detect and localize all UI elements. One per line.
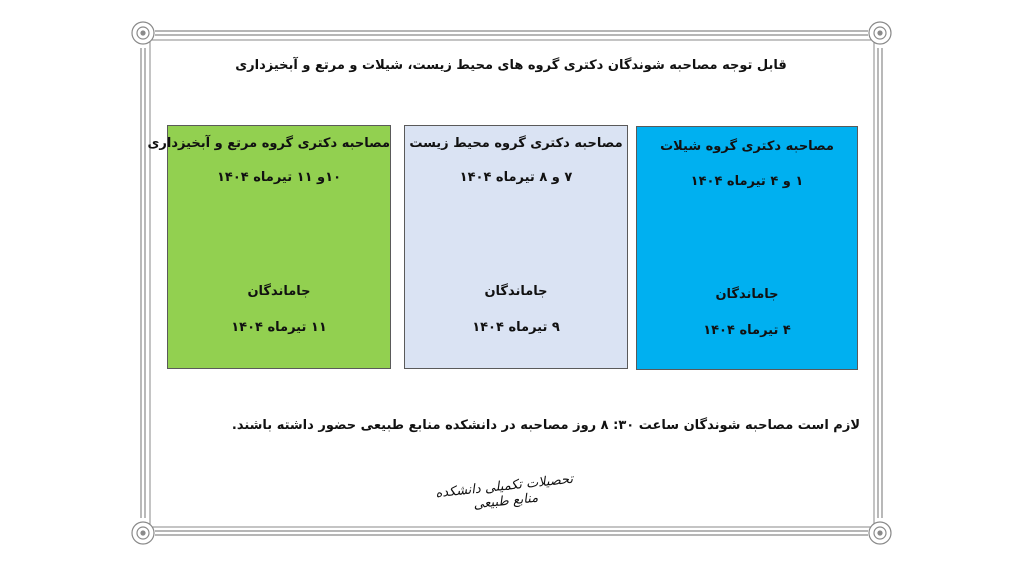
box-heading: مصاحبه دکتری گروه شیلات <box>660 139 834 154</box>
box-backlog-date: ۹ تیرماه ۱۴۰۴ <box>472 320 560 335</box>
schedule-box-fisheries <box>636 126 858 370</box>
box-dates: ۷ و ۸ تیرماه ۱۴۰۴ <box>459 170 573 185</box>
box-backlog-label: جاماندگان <box>715 287 779 302</box>
box-backlog-label: جاماندگان <box>247 284 311 299</box>
box-dates: ۱ و ۴ تیرماه ۱۴۰۴ <box>690 174 804 189</box>
box-heading: مصاحبه دکتری گروه محیط زیست <box>409 136 623 151</box>
signature: تحصیلات تکمیلی دانشکده منابع طبیعی <box>434 471 574 513</box>
box-backlog-label: جاماندگان <box>484 284 548 299</box>
box-backlog-date: ۱۱ تیرماه ۱۴۰۴ <box>231 320 327 335</box>
attendance-note: لازم است مصاحبه شوندگان ساعت ۳۰: ۸ روز مصاحبه در دانشکده منابع طبیعی حضور داشته باشند. <box>231 418 860 433</box>
schedule-box-environment <box>404 125 628 369</box>
schedule-box-rangeland-watershed <box>147 125 391 369</box>
page-title: قابل توجه مصاحبه شوندگان دکتری گروه های محیط زیست، شیلات و مرتع و آبخیزداری <box>235 58 787 73</box>
box-heading: مصاحبه دکتری گروه مرتع و آبخیزداری <box>147 136 390 151</box>
box-backlog-date: ۴ تیرماه ۱۴۰۴ <box>703 323 791 338</box>
box-dates: ۱۰و ۱۱ تیرماه ۱۴۰۴ <box>216 170 342 185</box>
